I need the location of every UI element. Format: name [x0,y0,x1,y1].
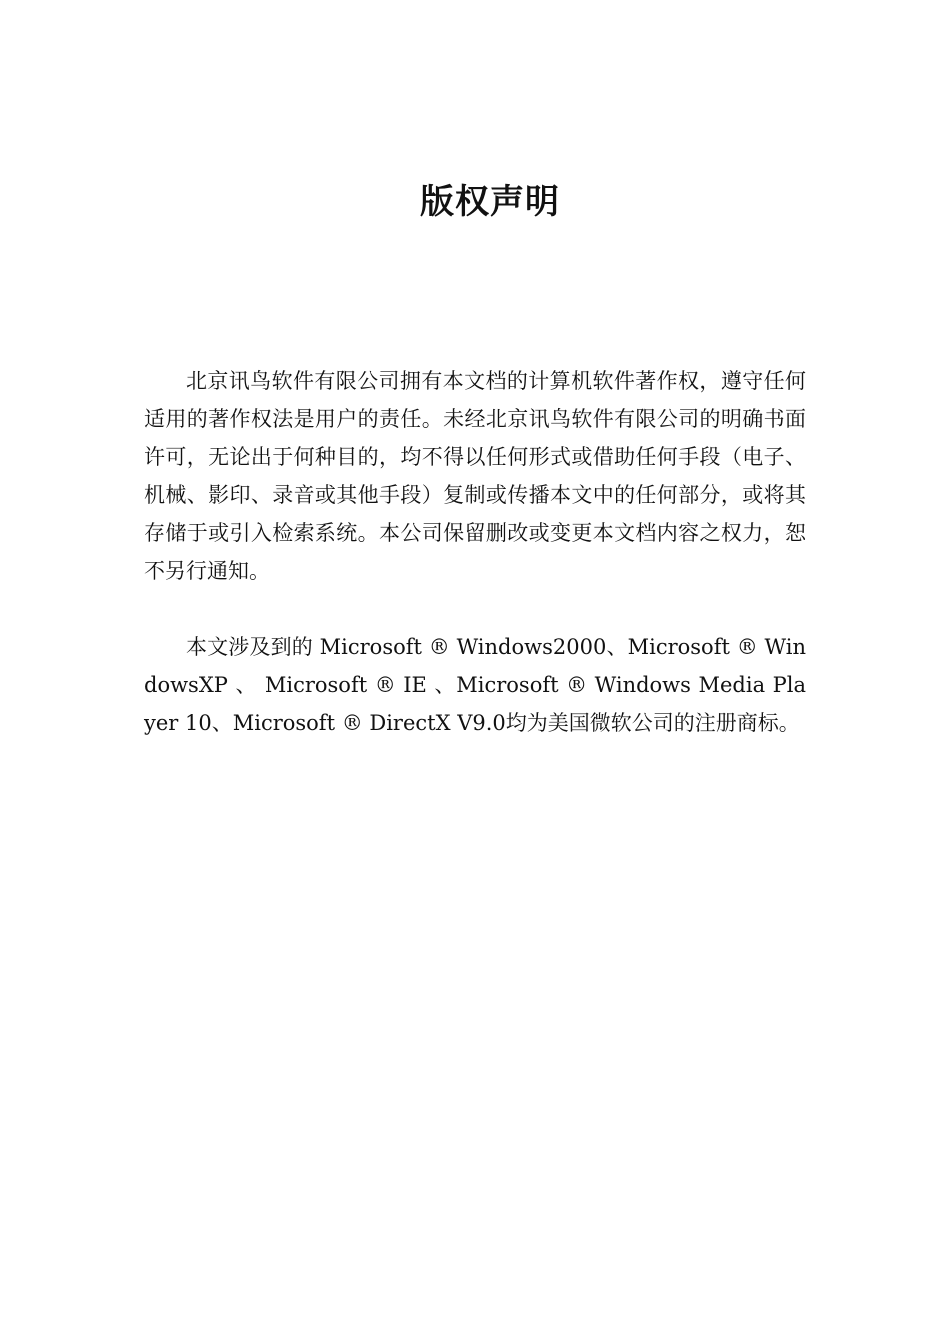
document-body [144,362,806,742]
trademark-paragraph: 本文涉及到的 Microsoft ® Windows2000、Microsoft ® WindowsXP 、 Microsoft ® IE 、Microsoft ® Windows Media Player 10、Microsoft ® DirectX V9.0均为美国微软公司的注册商标。 [144,635,806,735]
copyright-paragraph: 北京讯鸟软件有限公司拥有本文档的计算机软件著作权，遵守任何适用的著作权法是用户的责任。未经北京讯鸟软件有限公司的明确书面许可，无论出于何种目的，均不得以任何形式或借助任何手段（电子、机械、影印、录音或其他手段）复制或传播本文中的任何部分，或将其存储于或引入检索系统。本公司保留删改或变更本文档内容之权力，恕不另行通知。 [144,369,806,583]
page-title: 版权声明 [420,182,560,222]
